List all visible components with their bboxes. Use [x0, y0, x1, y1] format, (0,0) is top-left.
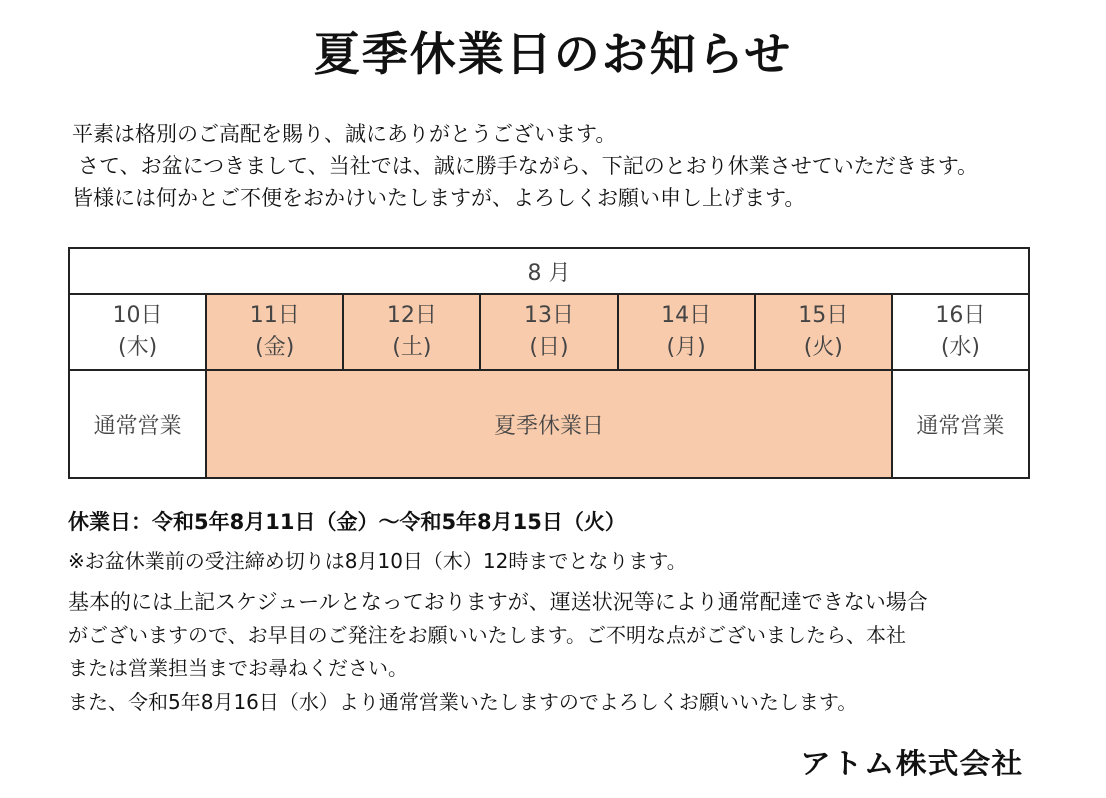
intro-line: さて、お盆につきまして、当社では、誠に勝手ながら、下記のとおり休業させていただきます。	[78, 154, 979, 178]
day-date: 15日	[798, 303, 849, 328]
calendar-day-holiday	[755, 294, 892, 370]
intro-line: 平素は格別のご高配を賜り、誠にありがとうございます。	[72, 122, 617, 146]
holiday-calendar	[68, 247, 1030, 479]
day-weekday: (火)	[803, 335, 843, 360]
day-weekday: (金)	[255, 335, 295, 360]
day-weekday: (日)	[529, 335, 569, 360]
holiday-period: 休業日：令和5年8月11日（金）～令和5年8月15日（火）	[68, 510, 626, 534]
calendar-day	[69, 294, 206, 370]
calendar-month: 8 月	[69, 248, 1029, 294]
calendar-day-holiday	[618, 294, 755, 370]
intro-text	[72, 118, 978, 214]
day-weekday: (土)	[392, 335, 432, 360]
calendar-day-holiday	[480, 294, 617, 370]
company-logo: アトム株式会社	[800, 747, 1024, 780]
order-deadline-note: ※お盆休業前の受注締め切りは8月10日（木）12時までとなります。	[68, 549, 687, 573]
calendar-day-holiday	[206, 294, 343, 370]
day-weekday: (木)	[117, 335, 158, 360]
schedule-note-line: がございますので、お早目のご発注をお願いいたします。ご不明な点がございましたら、本社	[68, 623, 906, 647]
page-title: 夏季休業日のお知らせ	[313, 27, 793, 81]
day-date: 12日	[386, 303, 437, 328]
status-holiday: 夏季休業日	[206, 370, 892, 478]
status-normal-after: 通常営業	[892, 370, 1029, 478]
schedule-note-line: または営業担当までお尋ねください。	[68, 656, 408, 680]
schedule-note-line: 基本的には上記スケジュールとなっておりますが、運送状況等により通常配達できない場合	[68, 590, 928, 614]
day-weekday: (月)	[666, 335, 706, 360]
day-date: 11日	[249, 303, 300, 328]
status-normal-before: 通常営業	[69, 370, 206, 478]
day-weekday: (水)	[940, 335, 980, 360]
calendar-day	[892, 294, 1029, 370]
day-date: 10日	[112, 303, 163, 328]
resume-note: また、令和5年8月16日（水）より通常営業いたしますのでよろしくお願いいたします。	[68, 690, 858, 714]
intro-line: 皆様には何かとご不便をおかけいたしますが、よろしくお願い申し上げます。	[72, 186, 806, 210]
day-date: 14日	[661, 303, 712, 328]
day-date: 16日	[935, 303, 986, 328]
calendar-day-holiday	[343, 294, 480, 370]
day-date: 13日	[523, 303, 574, 328]
